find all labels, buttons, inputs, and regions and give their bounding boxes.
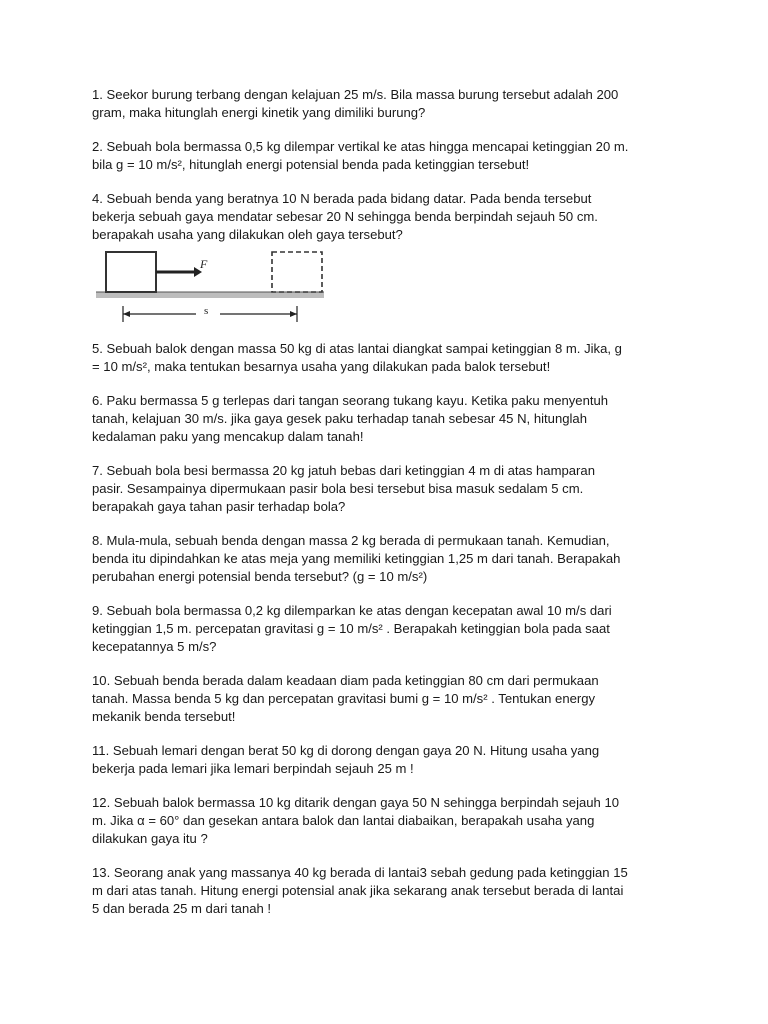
question-line: 6. Paku bermassa 5 g terlepas dari tangan seorang tukang kayu. Ketika paku menyentuh <box>92 393 609 408</box>
question-1 <box>92 86 692 122</box>
question-line: kecepatannya 5 m/s? <box>92 639 217 654</box>
block-displacement-diagram <box>96 250 336 330</box>
question-line: bekerja sebuah gaya mendatar sebesar 20 N sehingga benda berpindah sejauh 50 cm. <box>92 209 598 224</box>
question-line: ketinggian 1,5 m. percepatan gravitasi g = 10 m/s² . Berapakah ketinggian bola pada saat <box>92 621 610 636</box>
question-4 <box>92 190 692 244</box>
question-10 <box>92 672 692 726</box>
question-line: = 10 m/s², maka tentukan besarnya usaha yang dilakukan pada balok tersebut! <box>92 359 551 374</box>
question-line: berapakah gaya tahan pasir terhadap bola? <box>92 499 346 514</box>
question-line: 11. Sebuah lemari dengan berat 50 kg di dorong dengan gaya 20 N. Hitung usaha yang <box>92 743 600 758</box>
force-label: F <box>200 257 208 271</box>
question-line: 5 dan berada 25 m dari tanah ! <box>92 901 272 916</box>
question-line: mekanik benda tersebut! <box>92 709 236 724</box>
question-line: m. Jika α = 60° dan gesekan antara balok dan lantai diabaikan, berapakah usaha yang <box>92 813 595 828</box>
block-initial <box>106 252 156 292</box>
question-line: tanah, kelajuan 30 m/s. jika gaya gesek paku terhadap tanah sebesar 45 N, hitunglah <box>92 411 587 426</box>
question-13 <box>92 864 692 918</box>
question-line: 4. Sebuah benda yang beratnya 10 N berada pada bidang datar. Pada benda tersebut <box>92 191 592 206</box>
question-8 <box>92 532 692 586</box>
question-line: dilakukan gaya itu ? <box>92 831 208 846</box>
question-line: bila g = 10 m/s², hitunglah energi potensial benda pada ketinggian tersebut! <box>92 157 530 172</box>
worksheet <box>92 86 692 934</box>
block-final <box>272 252 322 292</box>
question-9 <box>92 602 692 656</box>
question-11 <box>92 742 692 778</box>
question-line: bekerja pada lemari jika lemari berpindah sejauh 25 m ! <box>92 761 414 776</box>
question-line: 5. Sebuah balok dengan massa 50 kg di atas lantai diangkat sampai ketinggian 8 m. Jika, g <box>92 341 622 356</box>
distance-arrow-left <box>123 311 130 317</box>
distance-label: s <box>204 305 209 317</box>
question-line: 1. Seekor burung terbang dengan kelajuan 25 m/s. Bila massa burung tersebut adalah 200 <box>92 87 619 102</box>
question-2 <box>92 138 692 174</box>
question-6 <box>92 392 692 446</box>
question-5 <box>92 340 692 376</box>
question-line: 8. Mula-mula, sebuah benda dengan massa 2 kg berada di permukaan tanah. Kemudian, <box>92 533 610 548</box>
question-line: 7. Sebuah bola besi bermassa 20 kg jatuh bebas dari ketinggian 4 m di atas hamparan <box>92 463 595 478</box>
question-line: berapakah usaha yang dilakukan oleh gaya tersebut? <box>92 227 403 242</box>
question-line: tanah. Massa benda 5 kg dan percepatan gravitasi bumi g = 10 m/s² . Tentukan energy <box>92 691 596 706</box>
question-7 <box>92 462 692 516</box>
question-line: perubahan energi potensial benda tersebut? (g = 10 m/s²) <box>92 569 428 584</box>
question-line: 9. Sebuah bola bermassa 0,2 kg dilemparkan ke atas dengan kecepatan awal 10 m/s dari <box>92 603 612 618</box>
question-line: 13. Seorang anak yang massanya 40 kg berada di lantai3 sebah gedung pada ketinggian 15 <box>92 865 628 880</box>
question-line: 2. Sebuah bola bermassa 0,5 kg dilempar vertikal ke atas hingga mencapai ketinggian 20 m. <box>92 139 629 154</box>
question-12 <box>92 794 692 848</box>
question-line: gram, maka hitunglah energi kinetik yang dimiliki burung? <box>92 105 426 120</box>
distance-arrow-right <box>290 311 297 317</box>
question-line: 10. Sebuah benda berada dalam keadaan diam pada ketinggian 80 cm dari permukaan <box>92 673 599 688</box>
question-line: benda itu dipindahkan ke atas meja yang memiliki ketinggian 1,25 m dari tanah. Berapakah <box>92 551 621 566</box>
question-line: pasir. Sesampainya dipermukaan pasir bola besi tersebut bisa masuk sedalam 5 cm. <box>92 481 584 496</box>
question-line: 12. Sebuah balok bermassa 10 kg ditarik dengan gaya 50 N sehingga berpindah sejauh 10 <box>92 795 620 810</box>
question-line: kedalaman paku yang mencakup dalam tanah! <box>92 429 364 444</box>
question-line: m dari atas tanah. Hitung energi potensial anak jika sekarang anak tersebut berada di lantai <box>92 883 624 898</box>
